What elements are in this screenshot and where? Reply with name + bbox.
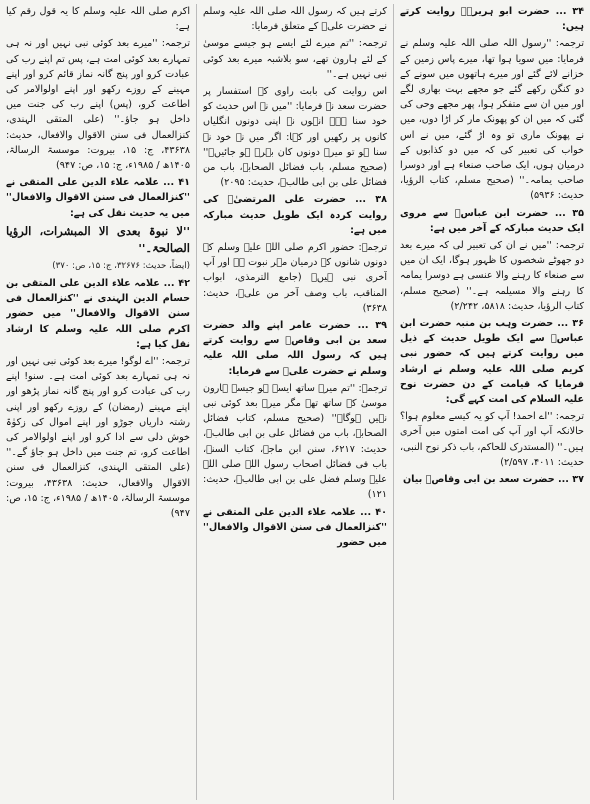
hadith-37-continuation: کرتے ہیں کہ رسول اللہ صلی اللہ علیہ وسلم نے حضرت علیؓ کے متعلق فرمایا: [203,6,387,33]
hadith-37-narration: اس روایت کی بابت راوی کے استفسار پر حضرت سعد نے فرمایا: ''میں نے اس حدیث کو خود سنا ہے۔ انہوں نے اپنی دونوں انگلیاں کانوں پر رکھیں اور کہا: اگر میں نے خود نہ سنا ہو تو میرے دونوں کان بہرے ہو جائیں۔'' (صحیح مسلم، باب فضائل الصحابہ، باب من فضائل علی بن ابی طالبؓ، حدیث: ۲۰۹۵) [203,86,387,189]
hadith-41-heading: ۴۱ ... علامہ علاء الدین علی المتقی نے ''کنزالعمال فی سنن الاقوال والافعال'' میں یہ حدیث نقل کی ہے: [6,177,190,219]
hadith-35-heading: ۳۵ ... حضرت ابن عباسؓ سے مروی ایک حدیث مبارکہ کے آخر میں ہے: [400,207,584,234]
hadith-38-text: ترجمہ: حضور اکرم صلی اللہ علیہ وسلم کے دونوں شانوں کے درمیان مہر نبوت ہے اور آپ آخری نبی ہیں۔ (جامع الترمذی، ابواب المناقب، باب وصف آخر من علیؓ، حدیث: ۳۶۳۸) [203,242,387,314]
column-middle [203,4,387,800]
hadith-35-text: ترجمہ: ''میں نے ان کی تعبیر لی کہ میرے بعد دو جھوٹے شخصوں کا ظہور ہوگا، ایک ان میں سے صنعاء کا رہنے والا عنسی ہے دوسرا یمامہ کا رہنے والا مسیلمہ ہے۔'' (صحیح مسلم، کتاب الرؤیا، حدیث: ۵۸۱۸، ۲/۲۴۲) [400,240,584,312]
hadith-40-heading: ۴۰ ... علامہ علاء الدین علی المتقی نے ''کنزالعمال فی سنن الاقوال والافعال'' میں حضور [203,506,387,548]
hadith-42-text: ترجمہ: ''اے لوگو! میرے بعد کوئی نبی نہیں اور نہ ہی تمہارے بعد کوئی امت ہے۔ سنو! اپنے رب کی عبادت کرو اور پنج گانہ نماز پڑھو اور اپنے مہینے (رمضان) کے روزے رکھو اور اپنی رشتہ داریاں جوڑو اور اپنے اموال کی زکوٰۃ خوش دلی سے ادا کرو اور اپنے اولوالامر کی اطاعت کرو، تم جنت میں داخل ہو جاؤ گے۔'' (علی المتقی الہندی، کنزالعمال فی سنن الاقوال والافعال، حدیث: ۴۳۶۳۸، بیروت: موسسۃ الرسالۃ، ۱۴۰۵ھ / ۱۹۸۵ء، ج: ۱۵، ص: ۹۴۷) [6,356,190,520]
column-divider [393,4,394,800]
hadith-41-arabic: ''لا نبوۃ بعدی الا المبشرات، الرؤیا الصالحۃ۔'' [6,223,190,255]
hadith-36-heading: ۳۶ ... حضرت وہب بن منبہ حضرت ابن عباسؓ سے ایک طویل حدیث کے ذیل میں روایت کرتے ہیں کہ حضور نبی کریم صلی اللہ علیہ وسلم نے ارشاد فرمایا کہ قیامت کے دن حضرت نوح علیہ السلام کی امت کہے گی: [400,318,584,406]
hadith-37-heading: ۳۷ ... حضرت سعد بن ابی وقاصؓ بیان [402,474,584,486]
hadith-41-reference: (ایضاً، حدیث: ۳۲۶۷۶، ج: ۱۵، ص: ۳۷۰) [52,260,190,271]
hadith-40-text: ترجمہ: ''میرے بعد کوئی نبی نہیں اور نہ ہی تمہارے بعد کوئی امت ہے، پس تم اپنے رب کی عبادت کرو اور پنج گانہ نماز قائم کرو اور اپنے مہینے کے روزے رکھو اور اپنے اولوالامر کی اطاعت کرو، (پس) اپنے رب کی جنت میں داخل ہو جاؤ۔'' (علی المتقی الہندی، کنزالعمال فی سنن الاقوال والافعال، حدیث: ۴۳۶۳۸، ج: ۱۵، بیروت: موسسۃ الرسالۃ، ۱۴۰۵ھ / ۱۹۸۵ء، ج: ۱۵، ص: ۹۴۷) [6,38,190,172]
hadith-42-heading: ۴۲ ... علامہ علاء الدین علی المتقی بن حسام الدین الہندی نے ''کنزالعمال فی سنن الاقوال والافعال'' میں حضور اکرم صلی اللہ علیہ وسلم کا ارشاد نقل کیا ہے: [6,278,190,350]
hadith-34-text: ترجمہ: ''رسول اللہ صلی اللہ علیہ وسلم نے فرمایا: میں سویا ہوا تھا، میرے پاس زمین کے خزانے لائے گئے اور میرے ہاتھوں میں سونے کے دو کنگن رکھے گئے جو مجھے بہت بھاری لگے اور میں ان سے متفکر ہوا، پھر مجھے وحی کی گئی کہ میں ان کو پھونک مار کر اڑا دوں، میں نے پھونک ماری تو وہ اڑ گئے، میں نے اس خواب کی تعبیر کی کہ میں دو کذابوں کے درمیان ہوں، ایک صاحب صنعاء ہے اور دوسرا صاحب یمامہ۔'' (صحیح مسلم، کتاب الرؤیا، حدیث: ۵۹۳۶) [400,38,584,202]
column-right [400,4,584,800]
hadith-36-text: ترجمہ: ''اے احمد! آپ کو یہ کیسے معلوم ہوا؟ حالانکہ آپ اور آپ کی امت امتوں میں آخری ہیں۔'' (المستدرک للحاکم، باب ذکر نوح النبی، حدیث: ۴۰۱۱، ۲/۵۹۷) [400,411,584,468]
hadith-39-text: ترجمہ: ''تم میرے ساتھ ایسے ہو جیسے ہارون موسیٰ کے ساتھ تھے مگر میرے بعد کوئی نبی نہیں ہوگا۔'' (صحیح مسلم، کتاب فضائل الصحابہ، باب من فضائل علی بن ابی طالبؓ، حدیث: ۶۲۱۷، سنن ابن ماجہ، کتاب السنۃ، باب فی فضائل اصحاب رسول اللہ صلی اللہ علیہ وسلم فضل علی بن ابی طالبؓ، حدیث: ۱۲۱) [203,382,387,501]
hadith-37-text: ترجمہ: ''تم میرے لئے ایسے ہو جیسے موسیٰ کے لئے ہارون تھے، سو بلاشبہ میرے بعد کوئی نبی نہیں ہے۔'' [203,38,387,80]
hadith-38-heading: ۳۸ ... حضرت علی المرتضیٰؓ کی روایت کردہ ایک طویل حدیث مبارکہ میں ہے: [203,194,387,236]
hadith-34-heading: ۳۴ ... حضرت ابو ہریرہؓ روایت کرتے ہیں: [400,6,584,33]
column-left [6,4,190,800]
column-divider [196,4,197,800]
hadith-39-heading: ۳۹ ... حضرت عامر اپنے والد حضرت سعد بن ابی وقاصؓ سے روایت کرتے ہیں کہ رسول اللہ صلی اللہ علیہ وسلم نے حضرت علیؓ سے فرمایا: [203,320,387,377]
hadith-40-continuation: اکرم صلی اللہ علیہ وسلم کا یہ قول رقم کیا ہے: [6,6,190,33]
